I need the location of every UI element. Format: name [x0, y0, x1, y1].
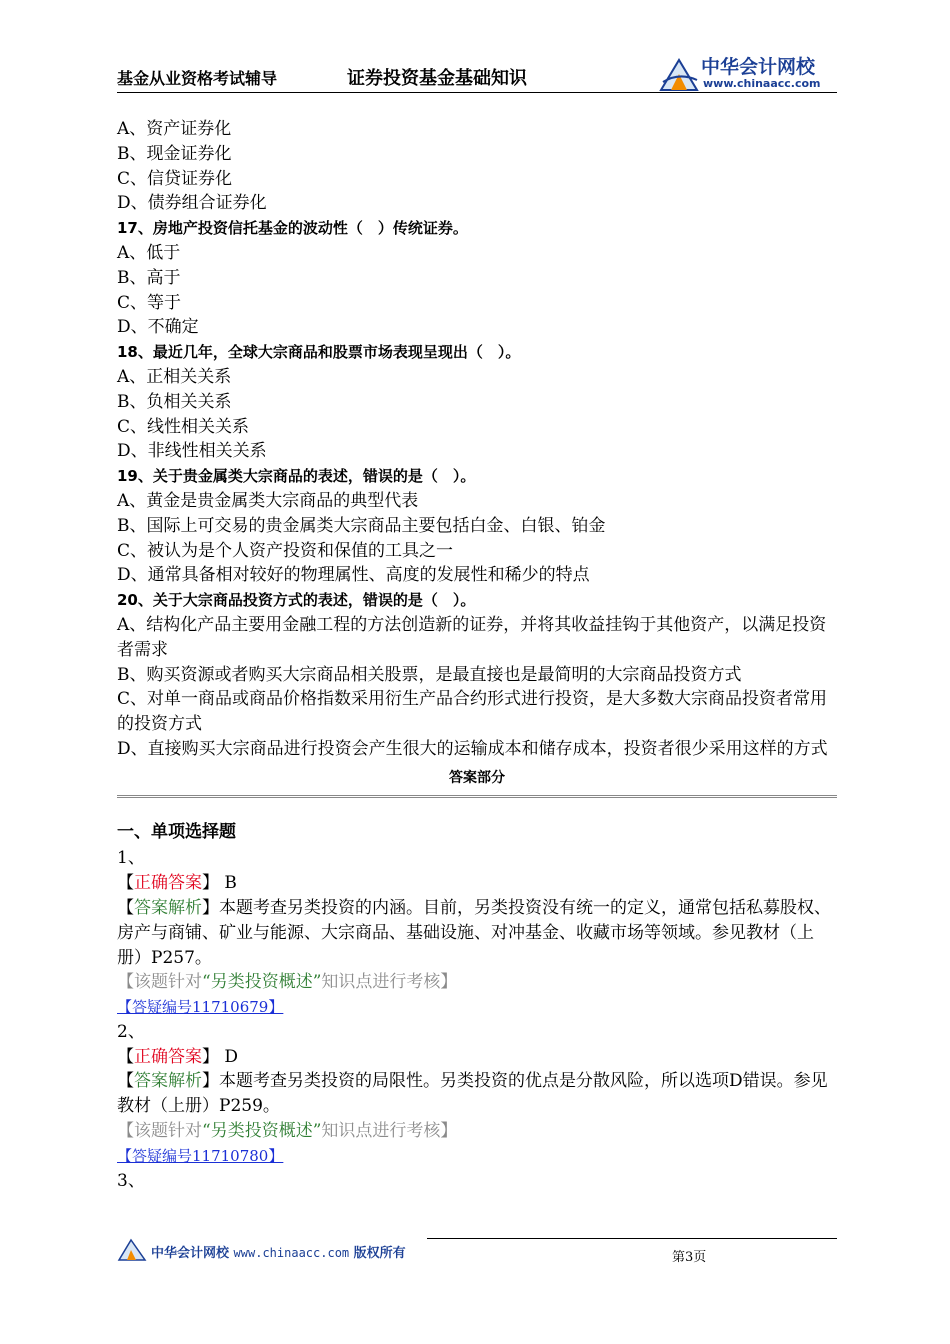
- kp-prefix: 【该题针对: [117, 972, 202, 993]
- page-number: 第3页: [672, 1250, 707, 1265]
- q19-option-c: C、被认为是个人资产投资和保值的工具之一: [117, 540, 454, 561]
- answer-2-knowledge-point: [117, 1119, 837, 1144]
- q20-stem: 20、关于大宗商品投资方式的表述，错误的是（ ）。: [117, 591, 476, 610]
- q18-option-d: D、非线性相关关系: [117, 441, 267, 462]
- q20-option-d: D、直接购买大宗商品进行投资会产生很大的运输成本和储存成本，投资者很少采用这样的方式: [117, 738, 828, 759]
- q18-option-b: B、负相关关系: [117, 391, 232, 412]
- answer-1-kp-name: “另类投资概述”: [202, 972, 322, 993]
- q18-stem: 18、最近几年，全球大宗商品和股票市场表现呈现出（ ）。: [117, 343, 521, 362]
- logo-triangle-icon: [657, 54, 701, 94]
- q20-option-a: A、结构化产品主要用金融工程的方法创造新的证券，并将其收益挂钩于其他资产，以满足投资者需求: [117, 614, 827, 660]
- answer-section-title: 答案部分: [449, 769, 505, 786]
- q19-option-d: D、通常具备相对较好的物理属性、高度的发展性和稀少的特点: [117, 565, 590, 586]
- analysis-label: 答案解析: [134, 1071, 202, 1092]
- answer-1-qid-link[interactable]: 【答疑编号11710679】: [117, 998, 284, 1017]
- header-divider: [117, 92, 837, 93]
- header-course-title: 基金从业资格考试辅导: [117, 69, 278, 88]
- answer-1-knowledge-point: [117, 970, 837, 995]
- q20-option-b: B、购买资源或者购买大宗商品相关股票，是最直接也是最简明的大宗商品投资方式: [117, 664, 742, 685]
- q16-option-d: D、债券组合证券化: [117, 193, 267, 214]
- answer-2-qid-link[interactable]: 【答疑编号11710780】: [117, 1146, 284, 1165]
- q17-option-b: B、高于: [117, 267, 181, 288]
- q16-option-a: A、资产证券化: [117, 119, 232, 139]
- q19-option-b: B、国际上可交易的贵金属类大宗商品主要包括白金、白银、铂金: [117, 515, 606, 536]
- answer-2-analysis-text: 本题考查另类投资的局限性。另类投资的优点是分散风险，所以选项D错误。参见教材（上册）P259。: [117, 1071, 828, 1117]
- q16-option-c: C、信贷证券化: [117, 168, 233, 189]
- footer-logo-icon: [117, 1236, 147, 1262]
- answer-3-number: 3、: [117, 1170, 145, 1191]
- answer-2-value: D: [224, 1046, 239, 1067]
- kp-suffix: 知识点进行考核】: [321, 972, 458, 993]
- q17-option-a: A、低于: [117, 242, 181, 263]
- q17-option-d: D、不确定: [117, 317, 199, 338]
- document-body: [117, 117, 837, 1193]
- header-subject-title: 证券投资基金基础知识: [347, 68, 527, 89]
- footer-rights: 版权所有: [353, 1246, 406, 1261]
- answer-1-analysis-text: 本题考查另类投资的内涵。目前，另类投资没有统一的定义，通常包括私募股权、房产与商铺、矿业与能源、大宗商品、基础设施、对冲基金、收藏市场等领域。参见教材（上册）P257。: [117, 897, 831, 968]
- answer-2-kp-name: “另类投资概述”: [202, 1121, 322, 1142]
- footer-url: www.chinaacc.com: [233, 1246, 350, 1260]
- q20-option-c: C、对单一商品或商品价格指数采用衍生产品合约形式进行投资，是大多数大宗商品投资者常用的投资方式: [117, 689, 828, 735]
- answer-2-analysis: 【答案解析】本题考查另类投资的局限性。另类投资的优点是分散风险，所以选项D错误。参见教材（上册）P259。: [117, 1071, 828, 1117]
- footer-copyright: [151, 1242, 406, 1261]
- q19-option-a: A、黄金是贵金属类大宗商品的典型代表: [117, 490, 419, 511]
- header-logo[interactable]: [657, 52, 837, 92]
- q18-option-c: C、线性相关关系: [117, 416, 250, 437]
- q17-stem: 17、房地产投资信托基金的波动性（ ）传统证券。: [117, 219, 468, 238]
- logo-url: www.chinaacc.com: [703, 77, 821, 90]
- answer-1-analysis: 【答案解析】本题考查另类投资的内涵。目前，另类投资没有统一的定义，通常包括私募股权、房产与商铺、矿业与能源、大宗商品、基础设施、对冲基金、收藏市场等领域。参见教材（上册）P257。: [117, 897, 831, 968]
- answer-1-correct: 【正确答案】 B: [117, 873, 237, 894]
- page-header: [117, 50, 837, 94]
- analysis-label: 答案解析: [134, 897, 202, 918]
- answer-1-number: 1、: [117, 848, 145, 869]
- kp-prefix: 【该题针对: [117, 1121, 202, 1142]
- q19-stem: 19、关于贵金属类大宗商品的表述，错误的是（ ）。: [117, 467, 476, 486]
- answer-1-value: B: [224, 873, 237, 894]
- q17-option-c: C、等于: [117, 292, 182, 313]
- answer-section-divider: [117, 795, 837, 798]
- q16-option-b: B、现金证券化: [117, 143, 232, 164]
- q18-option-a: A、正相关关系: [117, 366, 232, 387]
- footer-brand: 中华会计网校: [151, 1246, 230, 1261]
- correct-answer-label: 正确答案: [134, 1046, 202, 1067]
- footer-divider: [427, 1238, 837, 1239]
- correct-answer-label: 正确答案: [134, 873, 202, 894]
- answer-2-number: 2、: [117, 1021, 145, 1042]
- page-footer: [117, 1232, 837, 1272]
- kp-suffix: 知识点进行考核】: [321, 1121, 458, 1142]
- logo-brand-name: 中华会计网校: [701, 56, 816, 78]
- single-choice-heading: 一、单项选择题: [117, 821, 236, 842]
- answer-2-correct: 【正确答案】 D: [117, 1046, 239, 1067]
